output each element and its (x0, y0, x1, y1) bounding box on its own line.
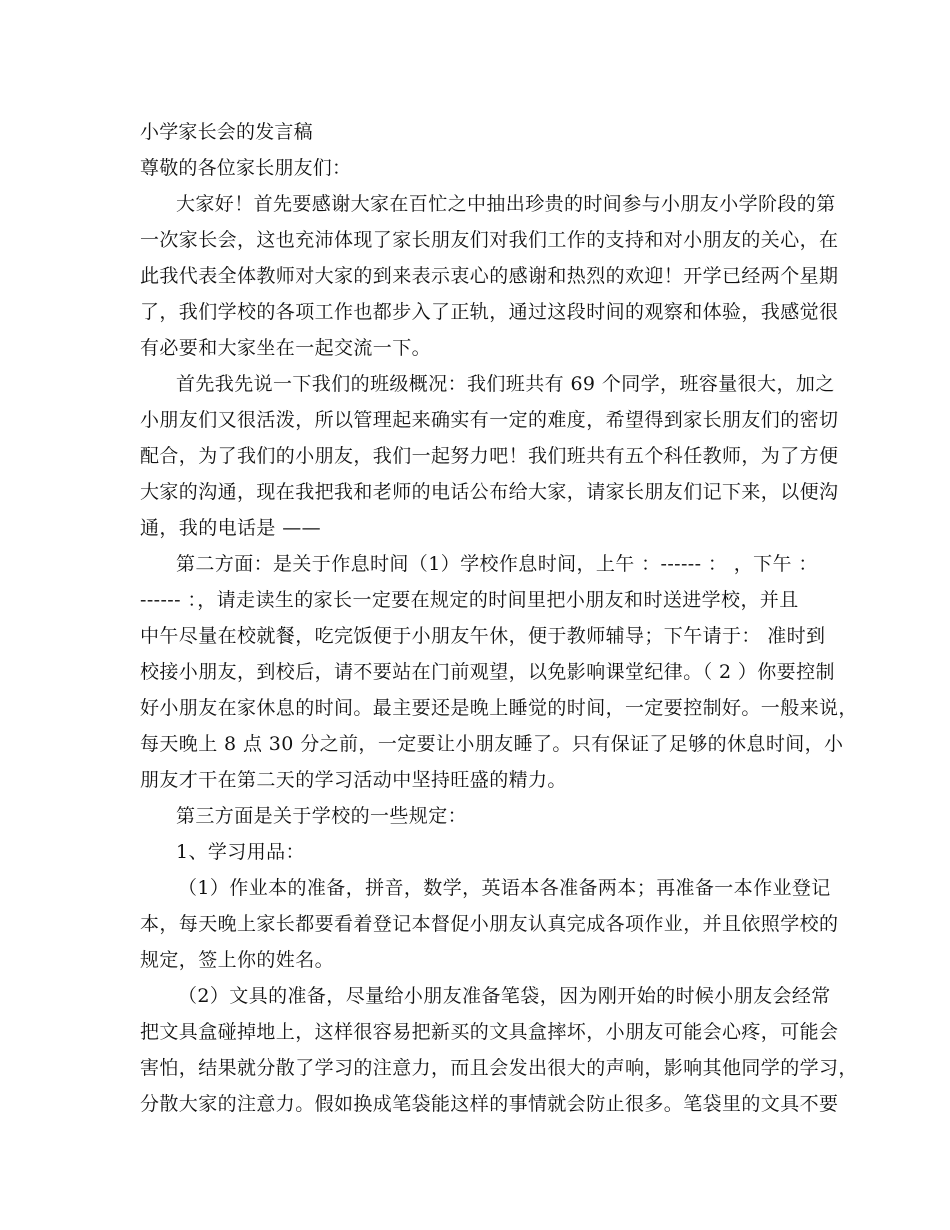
paragraph-line: 分散大家的注意力。假如换成笔袋能这样的事情就会防止很多。笔袋里的文具不要 (140, 1093, 839, 1115)
paragraph-line: ------ ：，请走读生的家长一定要在规定的时间里把小朋友和时送进学校，并且 (140, 589, 799, 611)
paragraph-line: 把文具盒碰掉地上，这样很容易把新买的文具盒摔坏，小朋友可能会心疼，可能会 (140, 1021, 839, 1043)
paragraph-line: 大家的沟通，现在我把我和老师的电话公布给大家，请家长朋友们记下来，以便沟 (140, 481, 839, 503)
paragraph-line: 害怕，结果就分散了学习的注意力，而且会发出很大的声响，影响其他同学的学习， (140, 1057, 858, 1079)
paragraph-line: 好小朋友在家休息的时间。最主要还是晚上睡觉的时间，一定要控制好。一般来说， (140, 697, 858, 719)
paragraph-line: 本，每天晚上家长都要看着登记本督促小朋友认真完成各项作业，并且依照学校的 (140, 913, 839, 935)
document-title: 小学家长会的发言稿 (140, 121, 313, 143)
paragraph-line: 通，我的电话是 —— (140, 517, 322, 539)
salutation: 尊敬的各位家长朋友们： (140, 157, 352, 179)
paragraph-line: 一次家长会，这也充沛体现了家长朋友们对我们工作的支持和对小朋友的关心，在 (140, 229, 839, 251)
paragraph-line: 中午尽量在校就餐，吃完饭便于小朋友午休，便于教师辅导；下午请于： 准时到 (140, 625, 826, 647)
document-page (140, 114, 858, 1122)
subsection-heading: 1、学习用品： (176, 841, 305, 863)
paragraph-line: 小朋友们又很活泼，所以管理起来确实有一定的难度，希望得到家长朋友们的密切 (140, 409, 839, 431)
paragraph-line: 校接小朋友，到校后，请不要站在门前观望，以免影响课堂纪律。（ 2 ）你要控制 (140, 661, 835, 683)
paragraph-line: 第二方面：是关于作息时间（1）学校作息时间，上午 ：------ ： ，下午 ： (176, 553, 818, 575)
paragraph-line: 每天晚上 8 点 30 分之前，一定要让小朋友睡了。只有保证了足够的休息时间，小 (140, 733, 844, 755)
paragraph-line: 了，我们学校的各项工作也都步入了正轨，通过这段时间的观察和体验，我感觉很 (140, 301, 839, 323)
paragraph-line: （1）作业本的准备，拼音，数学，英语本各准备两本；再准备一本作业登记 (178, 877, 831, 899)
section-heading: 第三方面是关于学校的一些规定： (176, 805, 468, 827)
paragraph-line: 大家好！首先要感谢大家在百忙之中抽出珍贵的时间参与小朋友小学阶段的第 (176, 193, 836, 215)
paragraph-line: 此我代表全体教师对大家的到来表示衷心的感谢和热烈的欢迎！开学已经两个星期 (140, 265, 839, 287)
paragraph-line: 朋友才干在第二天的学习活动中坚持旺盛的精力。 (140, 769, 567, 791)
paragraph-line: 配合，为了我们的小朋友，我们一起努力吧！我们班共有五个科任教师，为了方便 (140, 445, 839, 467)
paragraph-line: 有必要和大家坐在一起交流一下。 (140, 337, 432, 359)
paragraph-line: （2）文具的准备，尽量给小朋友准备笔袋，因为刚开始的时候小朋友会经常 (178, 985, 831, 1007)
paragraph-line: 规定，签上你的姓名。 (140, 949, 335, 971)
paragraph-line: 首先我先说一下我们的班级概况：我们班共有 69 个同学，班容量很大，加之 (176, 373, 835, 395)
